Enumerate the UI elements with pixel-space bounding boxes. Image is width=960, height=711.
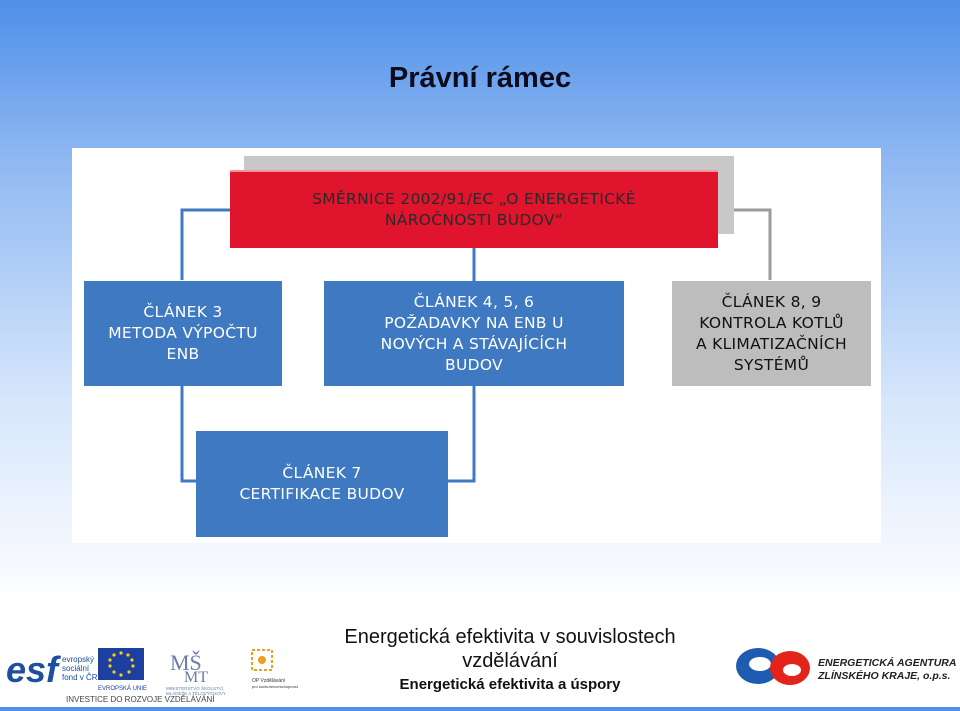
article-7-line-1: ČLÁNEK 7	[282, 464, 362, 482]
article-7-node	[196, 431, 448, 537]
connector-article-456-to-article-7	[448, 386, 474, 481]
energy-agency-line-1: ENERGETICKÁ AGENTURA	[818, 657, 957, 669]
article-456-line-2: POŽADAVKY NA ENB U	[384, 313, 564, 332]
article-3-line-3: ENB	[166, 345, 200, 363]
op-line-1: OP Vzdělávání	[252, 678, 286, 684]
footer-line-3: Energetická efektivita a úspory	[399, 676, 621, 693]
article-7-line-2: CERTIFIKACE BUDOV	[239, 485, 405, 503]
article-456-line-1: ČLÁNEK 4, 5, 6	[413, 292, 535, 311]
connector-article-3-to-article-7	[182, 386, 196, 481]
directive-node-line-2: NÁROČNOSTI BUDOV“	[384, 211, 564, 229]
energy-agency-logo	[726, 640, 960, 694]
directive-node	[230, 170, 718, 248]
article-89-line-1: ČLÁNEK 8, 9	[721, 292, 822, 311]
msmt-line-1: MINISTERSTVO ŠKOLSTVÍ,	[166, 686, 225, 691]
energy-agency-line-2: ZLÍNSKÉHO KRAJE, o.p.s.	[818, 670, 951, 682]
eu-flag-logo	[98, 648, 147, 692]
energy-agency-logo-graphic	[726, 640, 960, 694]
article-456-line-3: NOVÝCH A STÁVAJÍCÍCH	[380, 334, 568, 353]
footer-line-2: vzdělávání	[462, 650, 558, 672]
esf-line-3: fond v ČR	[62, 673, 98, 682]
article-456-node	[324, 281, 624, 386]
msmt-line-2: MLÁDEŽE A TĚLOVÝCHOVY	[166, 691, 226, 696]
slide-title: Právní rámec	[388, 62, 572, 94]
article-89-line-3: A KLIMATIZAČNÍCH	[696, 334, 847, 353]
msmt-logo	[166, 650, 226, 696]
article-456-line-4: BUDOV	[445, 355, 503, 374]
diagram-panel	[72, 148, 881, 543]
article-3-node	[84, 281, 282, 386]
article-3-line-2: METODA VÝPOČTU	[108, 324, 258, 342]
eu-label: EVROPSKÁ UNIE	[98, 686, 148, 692]
directive-node-line-1: SMĚRNICE 2002/91/EC „O ENERGETICKÉ	[312, 190, 636, 208]
funding-logos-graphic	[0, 638, 300, 707]
article-3-line-1: ČLÁNEK 3	[143, 303, 223, 321]
footer-line-1: Energetická efektivita v souvislostech	[344, 626, 676, 648]
svg-text:esf: esf	[6, 649, 59, 690]
op-line-2: pro konkurenceschopnost	[252, 684, 298, 689]
svg-text:MŠ: MŠ	[170, 650, 202, 675]
article-89-line-2: KONTROLA KOTLŮ	[699, 313, 844, 332]
investice-tagline: INVESTICE DO ROZVOJE VZDĚLÁVÁNÍ	[66, 695, 215, 704]
esf-line-1: evropský	[62, 655, 95, 664]
article-89-line-4: SYSTÉMŮ	[733, 355, 810, 374]
svg-text:MT: MT	[184, 669, 208, 686]
esf-line-2: sociální	[62, 664, 90, 673]
op-logo	[252, 650, 299, 689]
esf-logo	[6, 649, 98, 690]
funding-logos	[0, 638, 300, 707]
article-89-node	[672, 281, 871, 386]
ea-mark	[736, 648, 810, 685]
